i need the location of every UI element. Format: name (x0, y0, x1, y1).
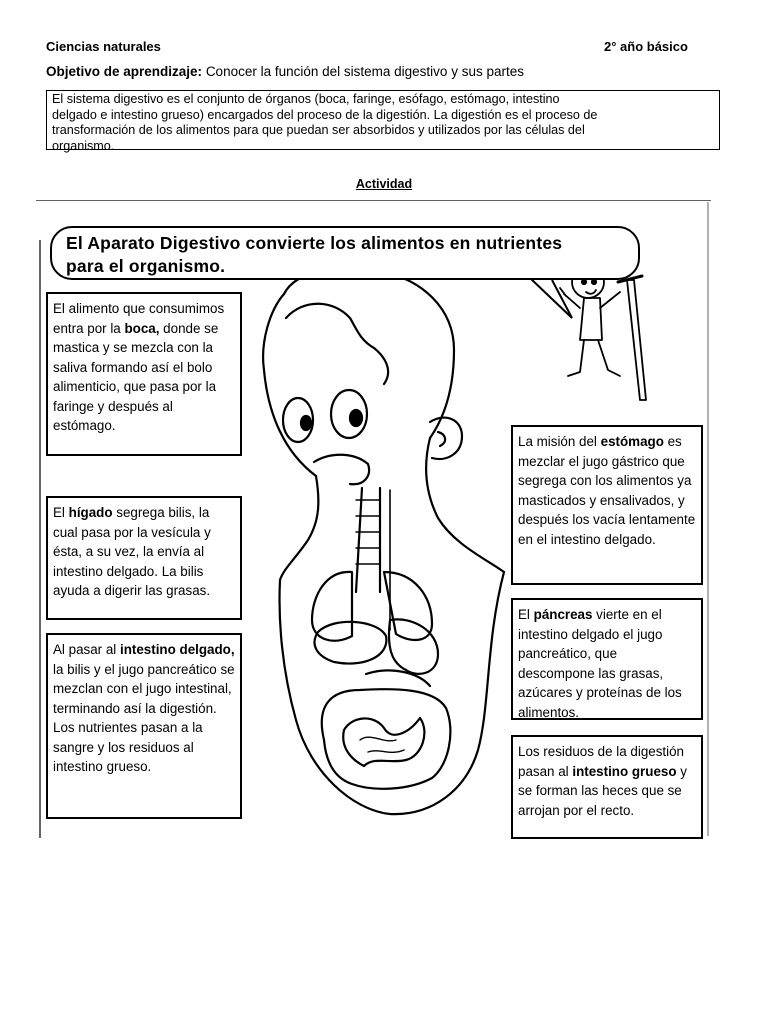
ear-inner (438, 432, 445, 446)
liver (315, 622, 387, 664)
learning-objective (46, 64, 524, 79)
speech-bubble (50, 226, 640, 280)
left-lung (312, 572, 352, 641)
boca-keyword: boca, (124, 320, 160, 336)
subject-label: Ciencias naturales (46, 39, 161, 54)
intestino-grueso-text-1: Los residuos de la digestión pasan al (518, 744, 685, 779)
pancreas-info-box (511, 598, 703, 720)
estomago-text-1: La misión del (518, 434, 601, 449)
trachea-rings (356, 500, 380, 564)
knight-right-leg (598, 340, 620, 376)
bubble-line-2: para el organismo. (66, 256, 226, 276)
knight-body (580, 298, 602, 340)
left-pupil (301, 416, 311, 430)
cartoon-knight (560, 265, 646, 400)
left-neck-shoulder (280, 476, 318, 580)
knight-eye-left (582, 280, 586, 284)
intro-line-4: organismo. (52, 138, 115, 153)
estomago-info-box (511, 425, 703, 585)
intro-line-1: El sistema digestivo es el conjunto de órganos (boca, faringe, esófago, estómago, intestino (52, 92, 560, 106)
boca-text-2: donde se mastica y se mezcla con la saliva formando así el bolo alimenticio, que pasa por la faringe y después al estómago. (53, 320, 219, 433)
higado-info-box (46, 496, 242, 620)
intro-box (46, 90, 720, 153)
large-intestine (322, 689, 451, 789)
knight-smile (586, 290, 596, 294)
bubble-line-1: El Aparato Digestivo convierte los alimentos en nutrientes (66, 233, 563, 253)
objective-label: Objetivo de aprendizaje: (46, 64, 203, 79)
pancreas-keyword: páncreas (533, 607, 593, 622)
estomago-text-2: es mezclar el jugo gástrico que segrega con los alimentos ya masticados y ensalivados, y después los vacía lentamente en el intestino delgado. (518, 434, 696, 547)
mouth (314, 455, 369, 485)
intestino-delgado-text-1: Al pasar al (53, 642, 120, 657)
pancreas-text-1: El (518, 607, 534, 622)
boca-info-box (46, 292, 242, 456)
intestino-grueso-keyword: intestino grueso (572, 763, 677, 779)
higado-text-2: segrega bilis, la cual pasa por la vesícula y ésta, a su vez, la envía al intestino delgado. La bilis ayuda a digerir las grasas. (53, 505, 211, 598)
small-intestine (343, 718, 424, 766)
intestino-delgado-info-box (46, 633, 242, 819)
pancreas (366, 670, 430, 686)
estomago-keyword: estómago (600, 434, 664, 449)
intestino-delgado-text-2: la bilis y el jugo pancreático se mezclan con el jugo intestinal, terminando así la digestión. Los nutrientes pasan a la sangre y los residuos al intestino grueso. (53, 661, 235, 774)
sword-blade (624, 270, 646, 400)
higado-keyword: hígado (68, 505, 113, 520)
higado-text-1: El (53, 505, 69, 520)
activity-title: Actividad (355, 177, 413, 191)
head-outline (284, 268, 454, 438)
intro-line-3: transformación de los alimentos para que puedan ser absorbidos y utilizados por las células del (52, 123, 585, 137)
intestino-grueso-text-2: y se forman las heces que se arrojan por el recto. (518, 763, 687, 818)
hair-fringe (286, 304, 388, 384)
right-pupil (350, 410, 362, 426)
intestino-delgado-keyword: intestino delgado, (120, 642, 235, 657)
objective-text: Conocer la función del sistema digestivo y sus partes (205, 64, 524, 79)
trachea (356, 488, 380, 592)
knight-eye-right (592, 280, 596, 284)
intestino-grueso-info-box (511, 735, 703, 839)
boca-text-1: El alimento que consumimos entra por la (53, 301, 225, 336)
knight-left-leg (568, 340, 584, 376)
intestine-coils (360, 737, 404, 752)
face-outline (263, 294, 316, 476)
speech-bubble-tail (530, 278, 572, 318)
intro-line-2: delgado e intestino grueso) encargados del proceso de la digestión. La digestión es el proceso de (52, 107, 598, 122)
pancreas-text-2: vierte en el intestino delgado el jugo pancreático, que descompone las grasas, azúcares y proteínas de los alimentos. (518, 607, 682, 720)
knight-right-arm (600, 292, 620, 308)
grade-label: 2° año básico (604, 39, 688, 54)
